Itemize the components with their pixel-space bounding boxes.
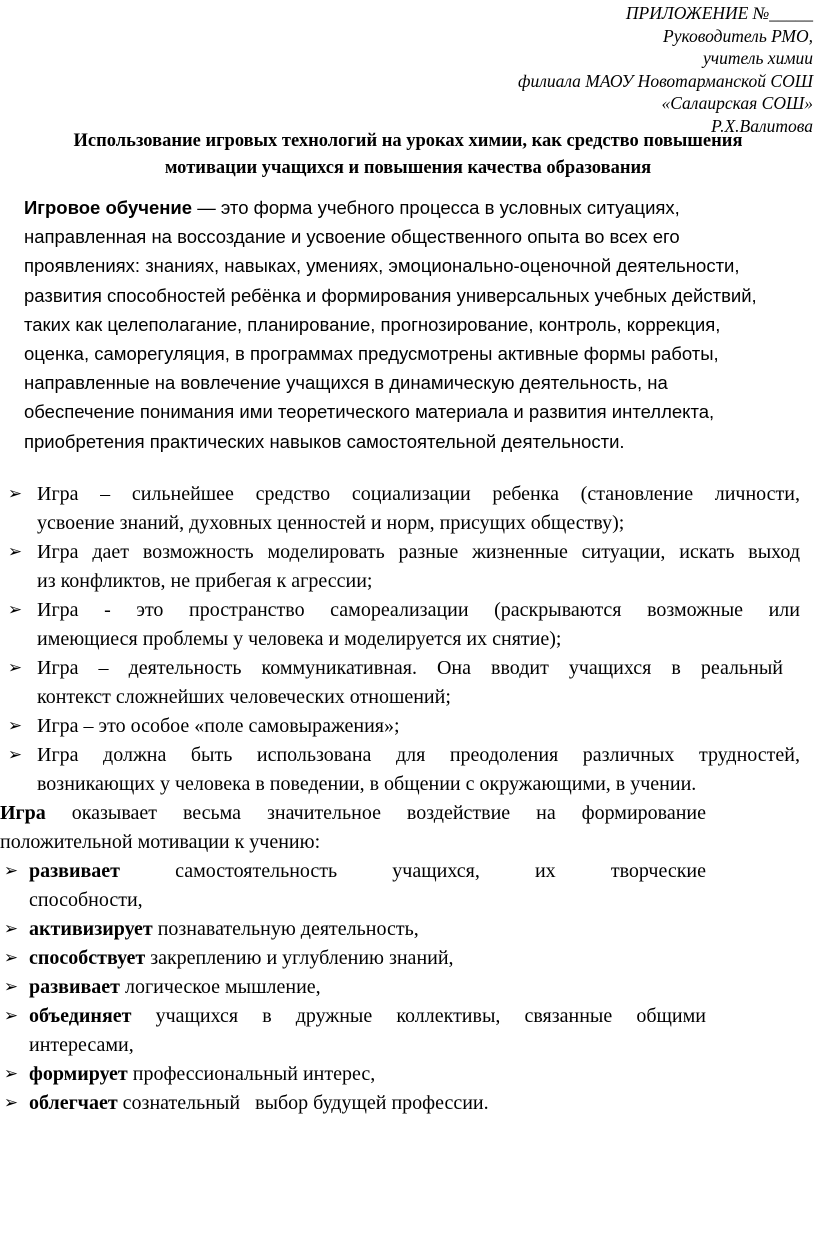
influence-text: оказывает весьма значительное воздействие на формирование (45, 802, 706, 824)
influence-paragraph (0, 799, 706, 857)
list-item-text (29, 857, 706, 886)
header-line: учитель химии (703, 48, 813, 68)
influence-term: Игра (0, 802, 46, 824)
list-item-text: интересами, (29, 1034, 134, 1056)
document-title (0, 128, 816, 182)
arrowhead-bullet-icon: ➢ (7, 658, 23, 678)
list-item-text: Игра – деятельность коммуникативная. Она вводит учащихся в реальный (37, 657, 783, 679)
effect-verb: облегчает (29, 1092, 118, 1114)
list-item (0, 1060, 706, 1089)
list-item (0, 1002, 706, 1060)
effect-verb: развивает (29, 976, 120, 998)
influence-line: положительной мотивации к учению: (0, 831, 321, 853)
arrowhead-bullet-icon: ➢ (3, 919, 19, 939)
title-line: Использование игровых технологий на уроках химии, как средство повышения (73, 131, 743, 151)
effect-verb: объединяет (29, 1005, 132, 1027)
arrowhead-bullet-icon: ➢ (3, 1064, 19, 1084)
game-properties-list (0, 480, 800, 799)
list-item-text: Игра должна быть использована для преодоления различных трудностей, (37, 744, 800, 766)
effect-text: самостоятельность учащихся, их творческие (120, 860, 706, 882)
list-item (0, 944, 706, 973)
list-item-text: Игра – это особое «поле самовыражения»; (37, 715, 400, 737)
arrowhead-bullet-icon: ➢ (3, 1093, 19, 1113)
list-item-text: Игра – сильнейшее средство социализации ребенка (становление личности, (37, 483, 800, 505)
list-item (0, 480, 800, 538)
arrowhead-bullet-icon: ➢ (3, 977, 19, 997)
header-line: ПРИЛОЖЕНИЕ №_____ (625, 3, 813, 23)
appendix-header (518, 2, 813, 137)
arrowhead-bullet-icon: ➢ (7, 600, 23, 620)
list-item-text: из конфликтов, не прибегая к агрессии; (37, 570, 373, 592)
effect-text: сознательный выбор будущей профессии. (117, 1092, 489, 1114)
effect-text: познавательную деятельность, (152, 918, 419, 940)
list-item-text: Игра - это пространство самореализации (раскрываются возможные или (37, 599, 800, 621)
effect-verb: способствует (29, 947, 146, 969)
effect-verb: активизирует (29, 918, 153, 940)
list-item-text: усвоение знаний, духовных ценностей и норм, присущих обществу); (37, 512, 625, 534)
list-item-text (29, 944, 706, 973)
effect-text: закреплению и углублению знаний, (145, 947, 454, 969)
effect-verb: развивает (29, 860, 120, 882)
header-line: филиала МАОУ Новотарманской СОШ (518, 70, 813, 91)
influence-line (0, 799, 706, 828)
list-item-text (29, 1002, 706, 1031)
list-item (0, 1089, 706, 1118)
title-line: мотивации учащихся и повышения качества образования (164, 158, 652, 178)
list-item-text: способности, (29, 889, 143, 911)
list-item-text: контекст сложнейших человеческих отношений; (37, 686, 451, 708)
effect-text: учащихся в дружные коллективы, связанные общими (131, 1005, 706, 1027)
arrowhead-bullet-icon: ➢ (7, 716, 23, 736)
list-item (0, 654, 800, 712)
list-item (0, 538, 800, 596)
arrowhead-bullet-icon: ➢ (7, 542, 23, 562)
list-item (0, 857, 706, 915)
arrowhead-bullet-icon: ➢ (3, 948, 19, 968)
effect-text: профессиональный интерес, (127, 1063, 376, 1085)
intro-paragraph (24, 193, 774, 456)
header-line: Р.Х.Валитова (711, 115, 813, 136)
effect-text: логическое мышление, (120, 976, 321, 998)
list-item-text: имеющиеся проблемы у человека и моделируется их снятие); (37, 628, 562, 650)
list-item-text (29, 915, 706, 944)
list-item-text (29, 973, 706, 1002)
arrowhead-bullet-icon: ➢ (3, 1006, 19, 1026)
intro-term: Игровое обучение (24, 197, 193, 218)
effect-verb: формирует (29, 1063, 128, 1085)
list-item (0, 712, 800, 741)
list-item (0, 915, 706, 944)
effects-list (0, 857, 706, 1118)
header-line: «Салаирская СОШ» (661, 93, 813, 113)
list-item-text (29, 1089, 706, 1118)
list-item-text: Игра дает возможность моделировать разные жизненные ситуации, искать выход (37, 541, 800, 563)
arrowhead-bullet-icon: ➢ (3, 861, 19, 881)
arrowhead-bullet-icon: ➢ (7, 484, 23, 504)
list-item (0, 973, 706, 1002)
list-item-text: возникающих у человека в поведении, в общении с окружающими, в учении. (37, 773, 697, 795)
arrowhead-bullet-icon: ➢ (7, 745, 23, 765)
intro-text: — это форма учебного процесса в условных ситуациях, направленная на воссоздание и усвоение общественного опыта во всех его проявлениях: знаниях, навыках, умениях, эмоционально-оценочной деятельности, развития способностей ребёнка и формирования универсальных учебных действий, таких как целеполагание, планирование, прогнозирование, контроль, коррекция, оценка, саморегуляция, в программах предусмотрены активные формы работы, направленные на вовлечение учащихся в динамическую деятельность, на обеспечение понимания ими теоретического материала и развития интеллекта, приобретения практических навыков самостоятельной деятельности. (24, 197, 757, 452)
header-line: Руководитель РМО, (663, 25, 813, 46)
list-item-text (29, 1060, 706, 1089)
list-item (0, 741, 800, 799)
list-item (0, 596, 800, 654)
